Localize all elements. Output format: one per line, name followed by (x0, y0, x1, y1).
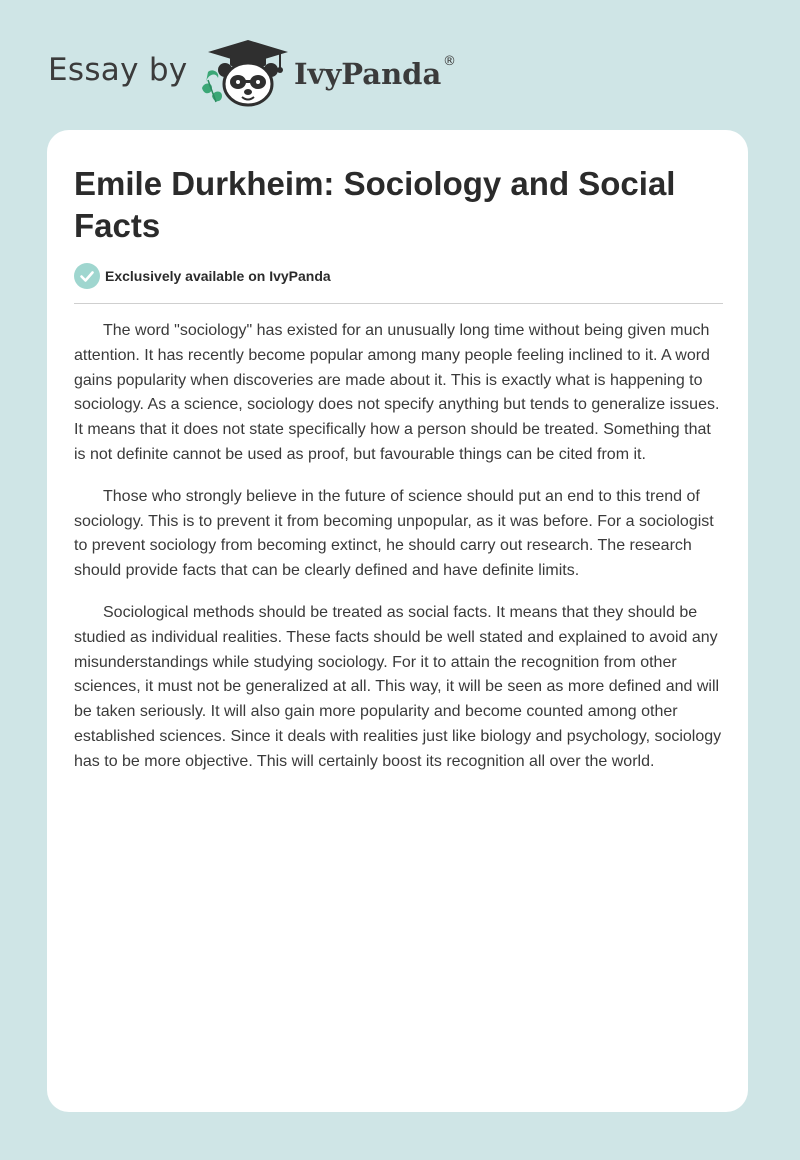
check-circle-icon (74, 263, 100, 289)
title-divider (74, 303, 723, 304)
exclusive-label: Exclusively available on IvyPanda (105, 268, 331, 284)
essay-title: Emile Durkheim: Sociology and Social Facts (74, 165, 676, 244)
panda-graduate-icon[interactable] (200, 36, 296, 108)
site-header (0, 0, 800, 130)
essay-by-label: Essay by (48, 52, 188, 88)
essay-paragraph: Those who strongly believe in the future of science should put an end to this trend of sociology. This is to prevent it from becoming unpopular, as it was before. For a sociologist to prevent sociology from becoming extinct, he should carry out research. The research should provide facts that can be clearly defined and have definite limits. (74, 487, 714, 580)
exclusive-badge (74, 263, 331, 289)
registered-mark: ® (443, 54, 456, 69)
essay-paragraph: The word "sociology" has existed for an unusually long time without being given much attention. It has recently become popular among many people feeling inclined to it. A word gains popularity when discoveries are made about it. This is exactly what is happening to sociology. As a science, sociology does not specify anything but tends to generalize issues. It means that it does not state specifically how a person should be treated. Something that is not definite cannot be used as proof, but favourable things can be cited from it. (74, 322, 720, 463)
essay-paragraph: Sociological methods should be treated as social facts. It means that they should be studied as individual realities. These facts should be well stated and explained to avoid any misunderstandings while studying sociology. For it to attain the recognition from other sciences, it must not be generalized at all. This way, it will be seen as more defined and will be taken seriously. It will also gain more popularity and become counted among other established sciences. Since it deals with realities just like biology and psychology, sociology has to be more objective. This will certainly boost its recognition all over the world. (74, 603, 722, 770)
brand-name[interactable]: IvyPanda (294, 57, 442, 91)
essay-card (47, 130, 748, 1112)
essay-body (74, 319, 726, 792)
